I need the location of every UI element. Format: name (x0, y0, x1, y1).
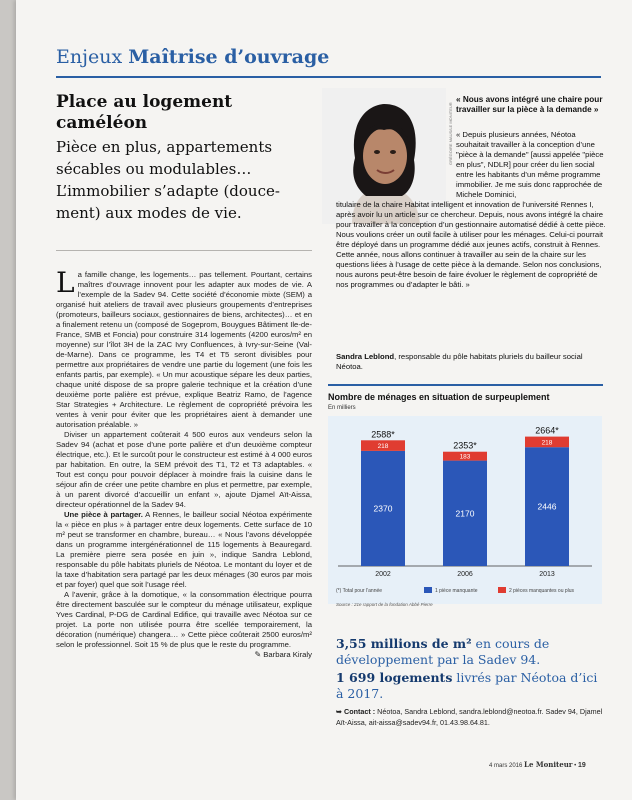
tick-label-2002: 2002 (375, 571, 391, 578)
label-2002-one-room: 2370 (373, 503, 393, 514)
key-figures (336, 636, 604, 704)
legend-swatch-one-room (424, 587, 432, 593)
footer-bullet: • (574, 763, 577, 769)
legend-label-one-room: 1 pièce manquante (435, 588, 478, 594)
stat-2-figure: 1 699 logements (336, 670, 453, 685)
contact-text: Néotoa, Sandra Leblond, sandra.leblond@neotoa.fr. Sadev 94, Djamel Aït-Aissa, ait-aissa@sadev94.fr, 01.43.98.64.81. (336, 707, 603, 727)
stat-1-figure: 3,55 millions de m² (336, 636, 472, 651)
quote-text-rest: titulaire de la chaire Habitat intelligent et innovation de l’université Rennes I, après avoir lu un article sur ce chercheur. Depuis, nous avons intégré la chaire pour travailler à la conception d’un gestionnaire automatisé dédié à cette pièce. Nous voulions créer un outil facile à utiliser pour les ménages. Celui-ci pourrait être déployé dans un programme dédié aux jeunes actifs, construit à Rennes. Cette année, nous allons continuer à travailler au sein de la chaire sur les questions liées à l’usage de cette pièce à la demande. Selon nos conclusions, nous aurons peut-être besoin de faire évoluer le règlement de copropriété de nos programmes ou d’adapter le bâti. » (336, 200, 606, 289)
attribution-role: , responsable du pôle habitats pluriels du bailleur social Néotoa. (336, 352, 583, 371)
article-body (56, 266, 312, 660)
stat-1: 3,55 millions de m² en cours de développement par la Sadev 94. (336, 636, 550, 667)
chart-title: Nombre de ménages en situation de surpeuplement (328, 392, 550, 402)
quote-title: « Nous avons intégré une chaire pour travailler sur la pièce à la demande » (456, 95, 603, 114)
legend-label-two-rooms: 2 pièces manquantes ou plus (509, 588, 575, 594)
page-number: 19 (577, 762, 586, 769)
drop-cap: L (56, 266, 75, 299)
footer-magazine: Le Moniteur (524, 760, 573, 769)
pencil-icon: ✎ (254, 650, 262, 659)
legend-swatch-two-rooms (498, 587, 506, 593)
chart-source: Source : 21e rapport de la fondation Abbé Pierre (336, 602, 433, 607)
subheading: Une pièce à partager. (64, 510, 143, 519)
article-headline (56, 92, 306, 224)
divider (56, 250, 312, 251)
header-rule (56, 76, 601, 78)
legend-total-note: (*) Total pour l’année (336, 588, 383, 594)
chart-area (328, 416, 602, 604)
bar-chart (328, 416, 602, 604)
chart-unit: En milliers (328, 405, 356, 411)
total-2002: 2588* (371, 429, 395, 440)
quote-attribution (336, 352, 604, 372)
author-signature: ✎ Barbara Kiraly (254, 650, 312, 659)
tick-label-2006: 2006 (457, 571, 473, 578)
article-title: Place au logement caméléon (56, 92, 233, 133)
header-section: Maîtrise d’ouvrage (128, 46, 330, 68)
total-2006: 2353* (453, 440, 477, 451)
label-2013-two-rooms: 218 (541, 439, 553, 447)
footer-date: 4 mars 2016 (489, 763, 523, 769)
quote-text-top: « Depuis plusieurs années, Néotoa souhaitait travailler à la conception d’une "pièce à la demande" [aussi appelée "pièce en plus", NDLR] pour créer du lien social entre les habitants d’un même programme immobilier. Je me suis donc rapprochée de Michele Dominici, (456, 130, 604, 199)
contact-label: ➥ Contact : (336, 707, 376, 716)
label-2002-two-rooms: 218 (377, 443, 389, 451)
paragraph-1: La famille change, les logements… pas tellement. Pourtant, certains maîtres d’ouvrage innovent pour les adapter aux modes de vie. A l’exemple de la Sadev 94. Cette société d’économie mixte (SEM) a organisé huit ateliers de travail avec plusieurs groupements d’entreprises (promoteurs, bailleurs sociaux, gestionnaires de biens, architectes)… et en a finalement retenu un (composé de Sogeprom, Bouygues Bâtiment Ile-de-France, SMB et Foncia) pour construire 314 logements (4200 euros/m² en moyenne) sur l’îlot 3H de la ZAC Ivry Confluences, à Ivry-sur-Seine (Val-de-Marne). Dans ce programme, les T4 et T5 seront divisibles pour permettre aux propriétaires de vendre une partie du logement (une fois les enfants partis, par exemple). « Un mur acoustique sépare les deux parties, chaque unité dispose de sa propre galerie technique et la création d’une deuxième porte palière est prévue, explique Beatriz Ramo, de l’agence Star Strategies + Architecture. Le règlement de copropriété prévoira les ventes à venir pour éviter que les propriétaires aient à demander une autorisation préalable. » (56, 266, 312, 429)
chart-rule (328, 384, 603, 386)
label-2013-one-room: 2446 (537, 501, 557, 512)
label-2006-one-room: 2170 (455, 508, 475, 519)
paragraph-3: Une pièce à partager. A Rennes, le bailleur social Néotoa expérimente la « pièce en plus » à partager entre deux logements. Cette surface de 10 m² peut se transformer en chambre, bureau… « Nous l’avons développée dans un programme intergénérationnel de 115 logements à Beauregard. La première pierre sera posée en juin », indique Sandra Leblond, responsable du pôle habitats pluriels de Néotoa. Le montant du loyer et de la taxe d’habitation sera partagé par les deux ménages (30 euros par mois et par foyer) quel que soit l’usage réel. (56, 510, 312, 589)
total-2013: 2664* (535, 425, 559, 436)
paragraph-4: A l’avenir, grâce à la domotique, « la consommation électrique pourra être directement basculée sur le compteur du ménage utilisateur, explique Yves Cardinal, P-DG de Cardinal Edifice, qui travaille avec Néotoa sur ce projet. La porte non utilisée pourra être scellée temporairement, la décoration (numérique) changera… » Cette pièce coûterait 2500 euros/m² selon le professionnel. Soit 15 % de plus que le reste du programme. ✎ Barbara Kiraly (56, 590, 312, 659)
arrow-icon: ➥ (336, 707, 345, 716)
stat-2: 1 699 logements livrés par Néotoa d’ici à 2017. (336, 670, 598, 701)
header-category: Enjeux (56, 46, 123, 68)
section-header (56, 46, 329, 68)
contact-info (336, 706, 604, 728)
label-2006-two-rooms: 183 (459, 453, 471, 461)
attribution-name: Sandra Leblond (336, 352, 395, 361)
interview-quote (336, 111, 606, 290)
photo-credit: GRÉGOIRE MAUS/LE MONITEUR (448, 102, 453, 165)
paragraph-2: Diviser un appartement coûterait 4 500 euros aux vendeurs selon la Sadev 94 (achat et pose d’une porte palière et d’un deuxième compteur électrique, etc.). Et le surcoût pour le constructeur est estimé à 4 000 euros par habitation. En outre, la SEM prévoit des T1, T2 et T3 adaptables. « Tout est conçu pour pouvoir déplacer à moindre frais la cuisine dans le séjour afin de créer une petite chambre en plus et permettre, par exemple, à un parent divorcé d’accueillir un enfant », ajoute Djamel Aït-Aissa, directeur opérationnel de la Sadev 94. (56, 430, 312, 509)
article-deck: Pièce en plus, appartements sécables ou modulables… L’immobilier s’adapte (douce-ment) aux modes de vie. (56, 138, 280, 222)
magazine-page (16, 0, 632, 800)
tick-label-2013: 2013 (539, 571, 555, 578)
page-footer (489, 760, 586, 769)
